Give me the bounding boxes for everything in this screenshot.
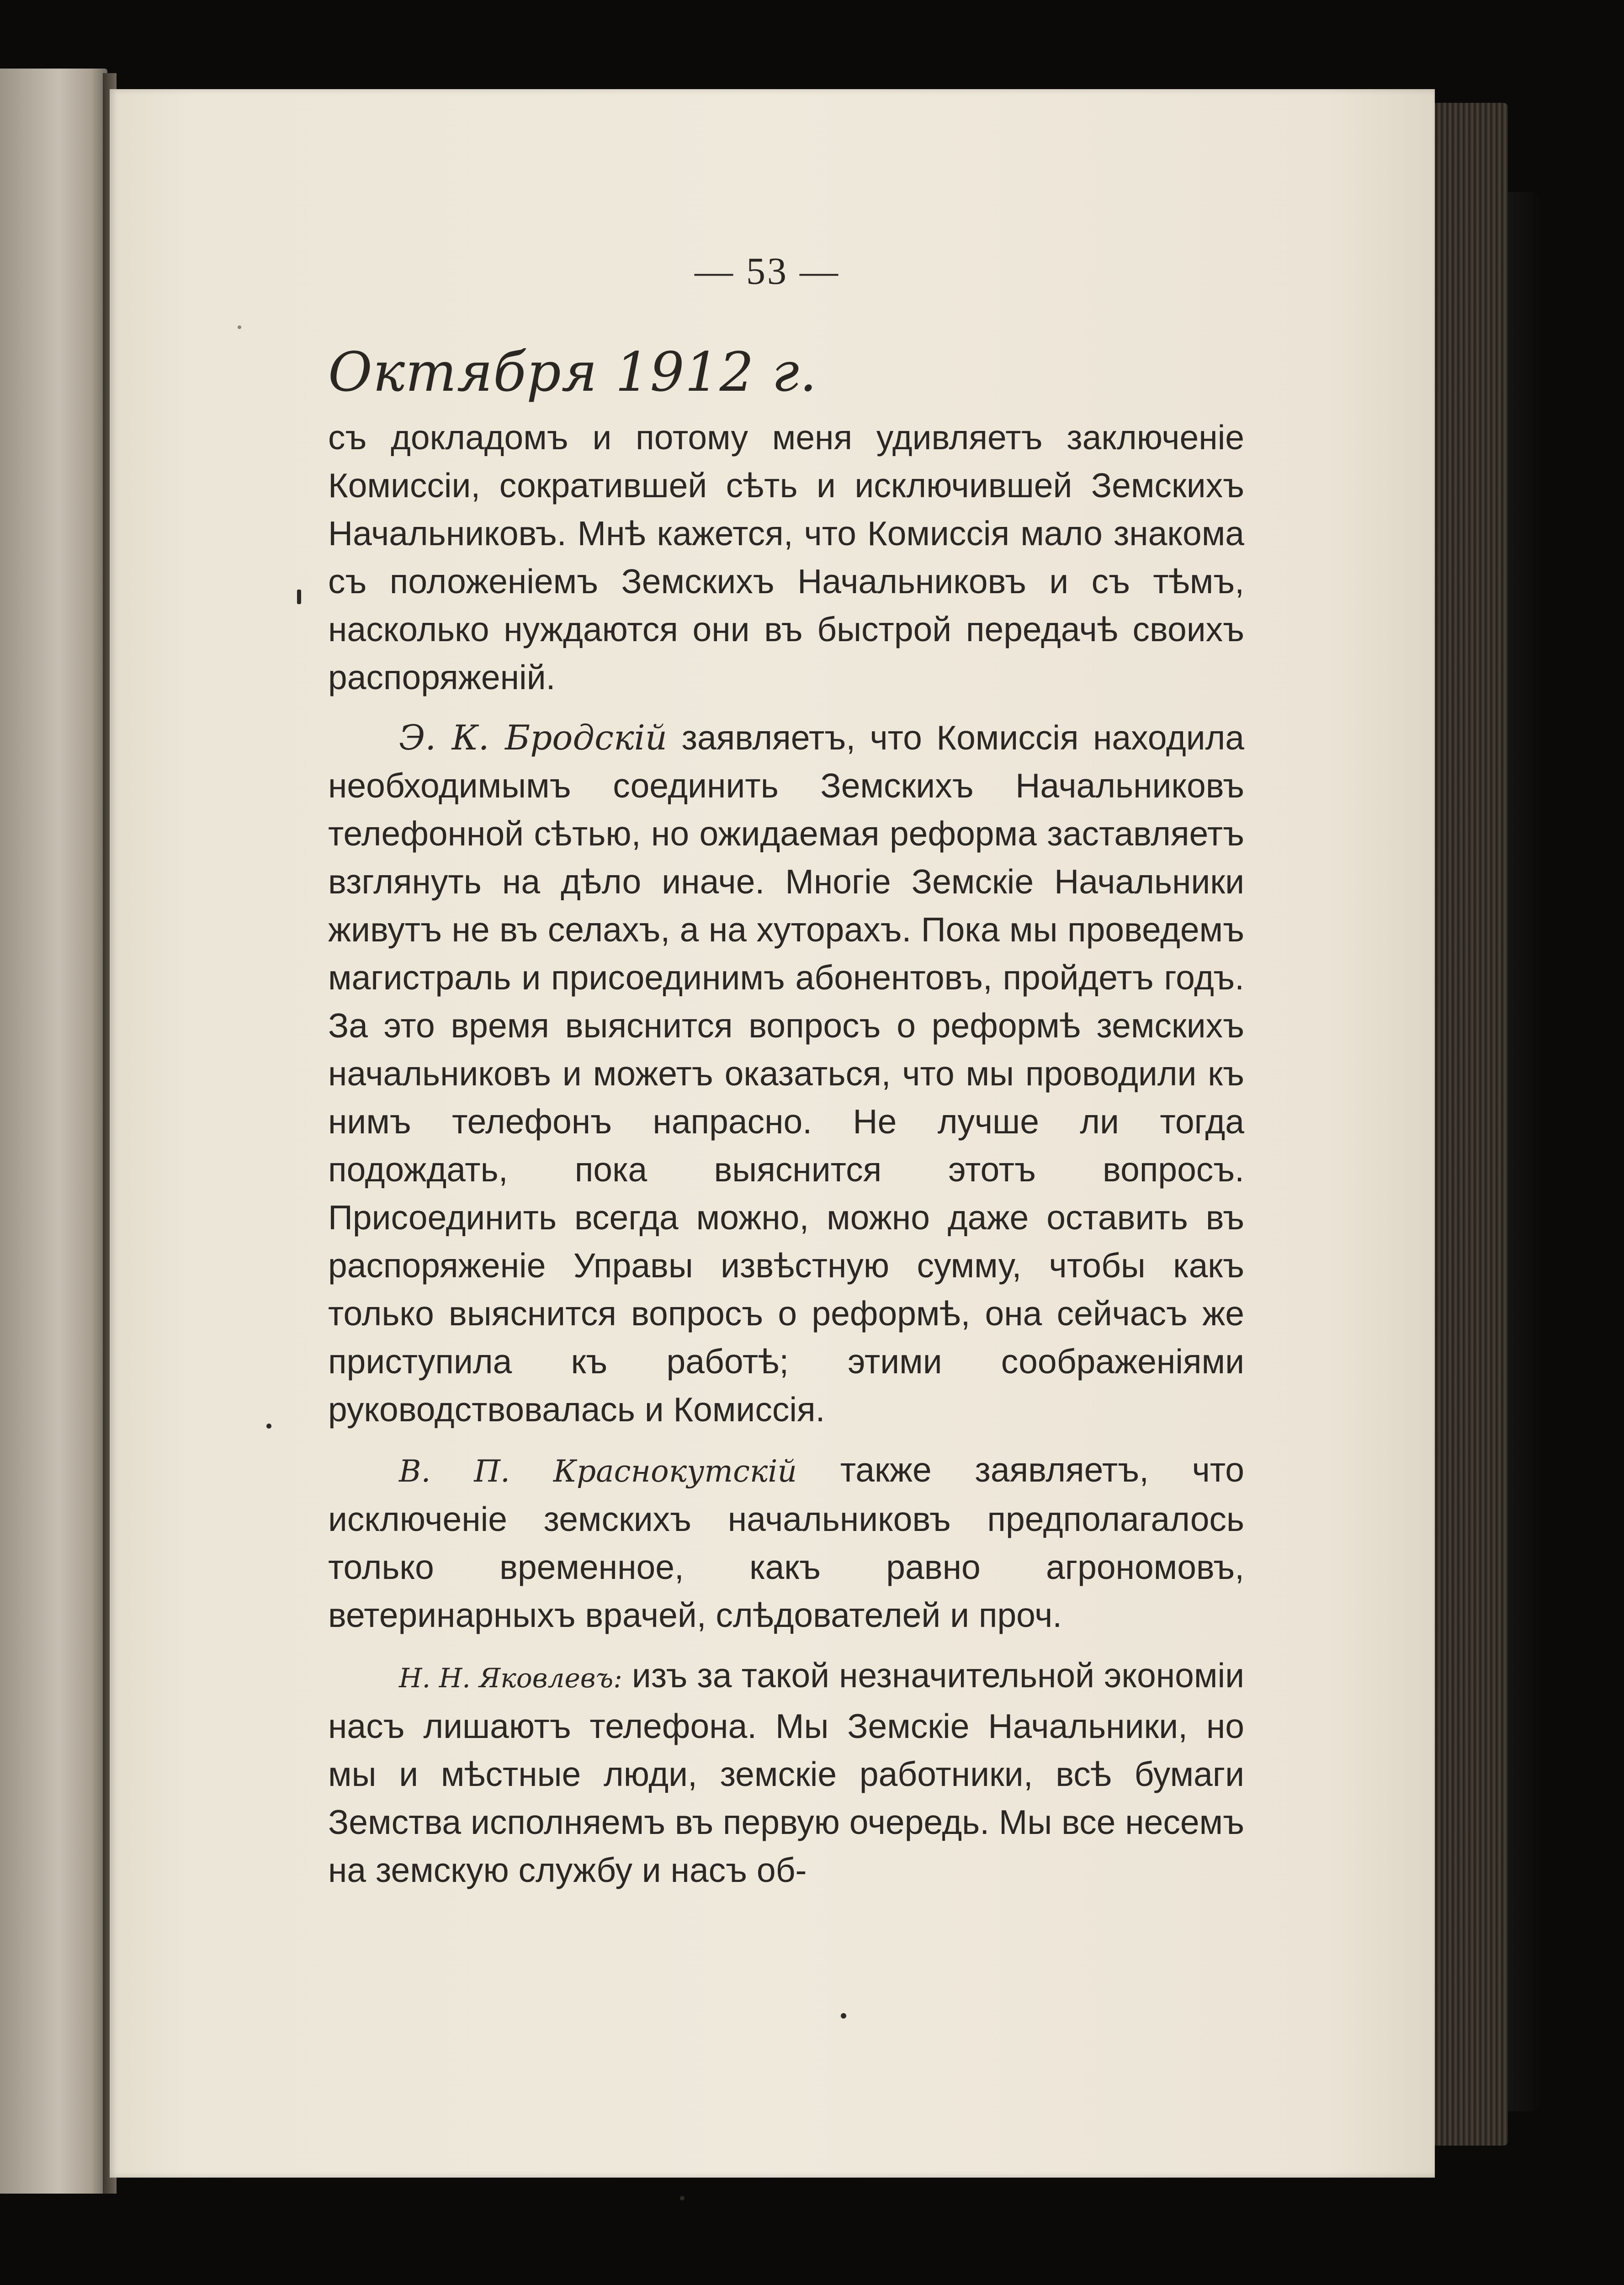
paragraph-2-text: заявляетъ, что Комиссiя находила необходимымъ соединить Земскихъ Начальниковъ телефонной сѣтью, но ожидаемая реформа заставляетъ взглянуть на дѣло иначе. Многiе Земскiе Начальники живутъ не въ селахъ, а на хуторахъ. Пока мы проведемъ магистраль и присоединимъ абонентовъ, пройдетъ годъ. За это время выяснится вопросъ о реформѣ земскихъ начальниковъ и можетъ оказаться, что мы проводили къ нимъ телефонъ напрасно. Не лучше ли тогда подождать, пока выяснится этотъ вопросъ. Присоединить всегда можно, можно даже оставить въ распоряженiе Управы извѣстную сумму, чтобы какъ только выяснится вопросъ о реформѣ, она сейчасъ же приступила къ работѣ; этими соображенiями руководствовалась и Комиссiя. — [328, 718, 1244, 1429]
ink-speck — [238, 325, 241, 329]
paragraph-4-text: изъ за такой незначительной экономiи насъ лишаютъ телефона. Мы Земскiе Начальники, но мы и мѣстные люди, земскiе работники, всѣ бумаги Земства исполняемъ въ первую очередь. Мы все несемъ на земскую службу и насъ об- — [328, 1656, 1244, 1889]
ink-speck — [266, 1424, 271, 1429]
page-number: — 53 — — [695, 250, 840, 292]
page-block-edges — [1426, 103, 1508, 2146]
speaker-name: Н. Н. Яковлевъ: — [399, 1663, 622, 1694]
speaker-name: Э. К. Бродскій — [399, 717, 668, 758]
ink-speck — [841, 2013, 846, 2019]
paragraph-1 — [328, 414, 1244, 701]
paragraph-3-text: также заявляетъ, что исключенiе земскихъ начальниковъ предполагалось только временное, какъ равно агрономовъ, ветеринарныхъ врачей, слѣдователей и проч. — [328, 1451, 1244, 1634]
running-head: Октября 1912 г. — [328, 340, 817, 404]
paragraph-3 — [328, 1446, 1244, 1639]
ink-speck — [297, 590, 301, 604]
paragraph-1-text: съ докладомъ и потому меня удивляетъ заключенiе Комиссiи, сократившей сѣть и исключившей Земскихъ Начальниковъ. Мнѣ кажется, что Комиссiя мало знакома съ положенiемъ Земскихъ Начальниковъ и съ тѣмъ, насколько нуждаются они въ быстрой передачѣ своихъ распоряженiй. — [328, 418, 1244, 696]
speaker-name: В. П. Краснокутскій — [399, 1454, 797, 1489]
previous-page-edge — [0, 69, 107, 2194]
ink-speck — [680, 2196, 685, 2200]
page-body — [328, 414, 1244, 1907]
paragraph-4 — [328, 1652, 1244, 1894]
paragraph-2 — [328, 714, 1244, 1434]
